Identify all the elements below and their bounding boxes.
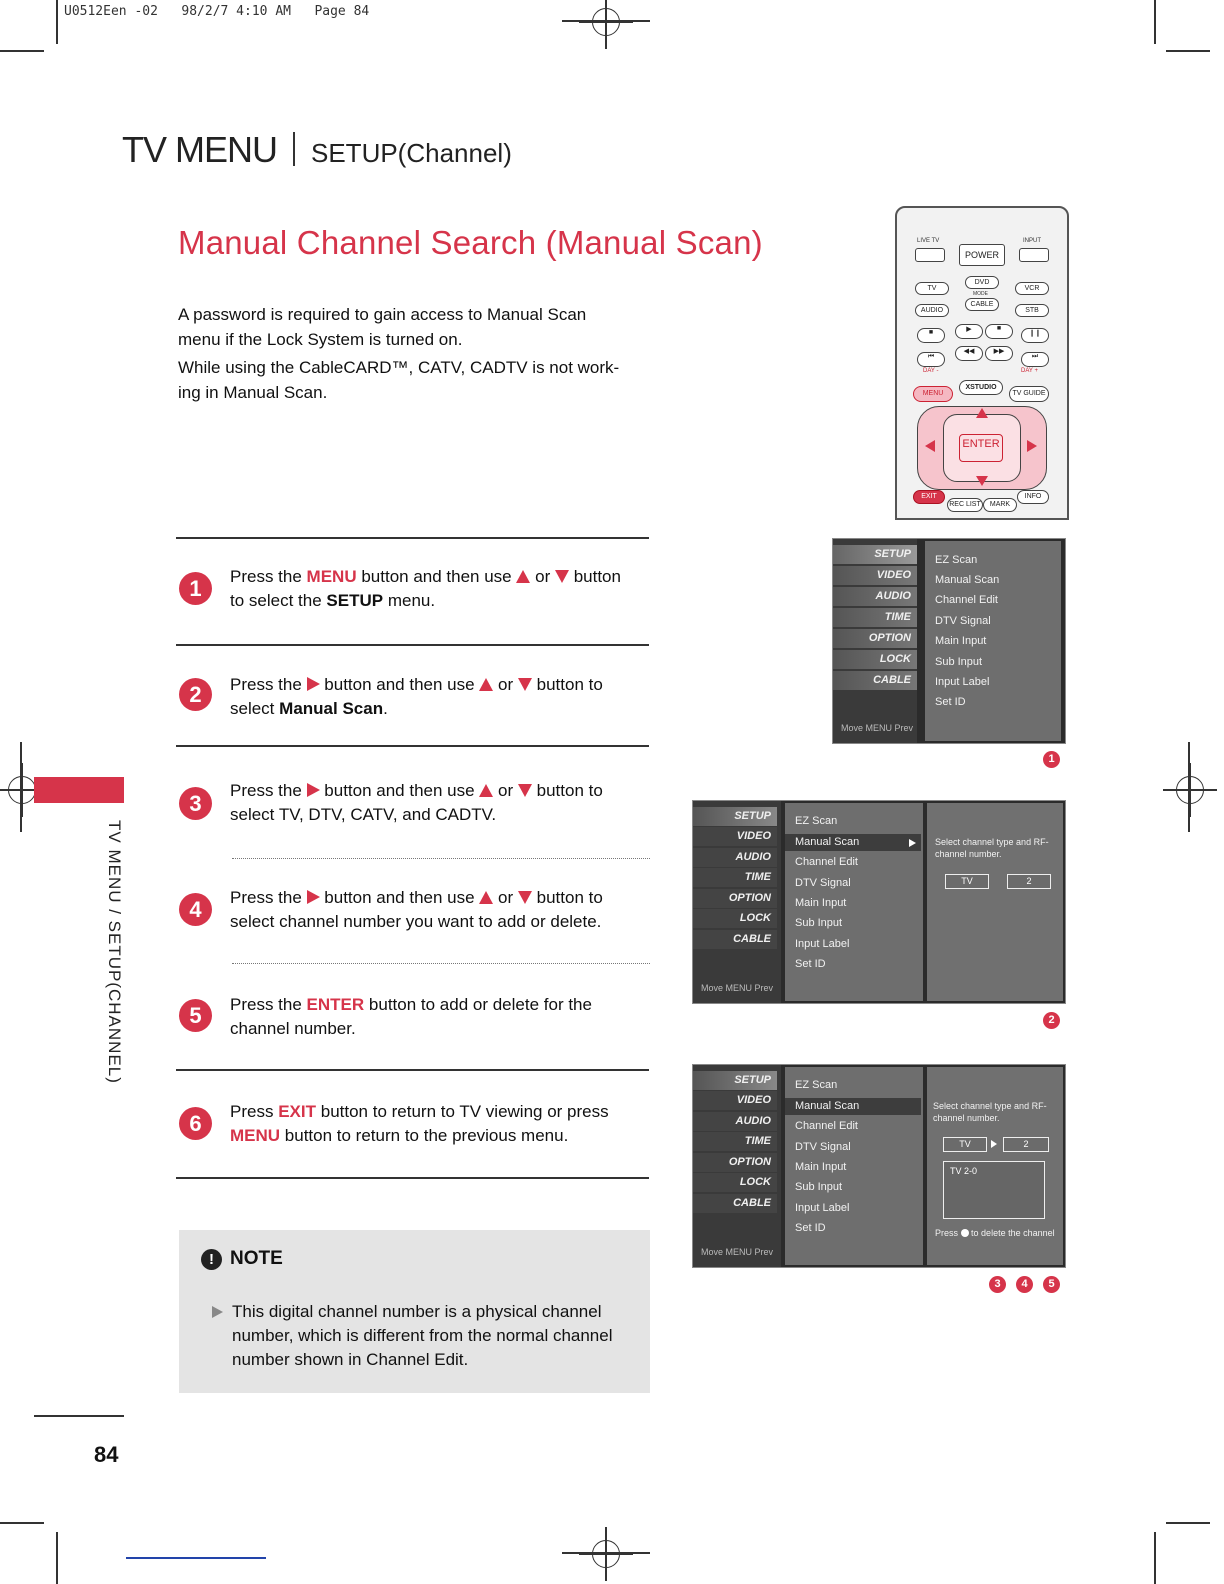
intro-line: A password is required to gain access to Manual Scan	[178, 305, 587, 324]
xstudio-button: XSTUDIO	[959, 380, 1003, 395]
scan-result-text: TV 2-0	[950, 1166, 978, 1176]
text: button and then use	[324, 675, 475, 694]
osd-item: Sub Input	[795, 917, 843, 929]
section-header	[122, 128, 512, 171]
osd-tab-setup: SETUP	[833, 545, 917, 564]
callout-number: 5	[1043, 1276, 1060, 1293]
step-5-text	[230, 993, 650, 1041]
tv-guide-button: TV GUIDE	[1009, 386, 1049, 402]
header-divider	[293, 132, 295, 166]
text: or	[498, 781, 514, 800]
menu-keyword: MENU	[306, 567, 357, 586]
bottom-link-line	[126, 1557, 266, 1559]
osd-menu-panel	[785, 1067, 923, 1265]
callout-number: 3	[989, 1276, 1006, 1293]
mark-button: MARK	[983, 498, 1017, 512]
step-6-text	[230, 1100, 650, 1148]
right-arrow-icon	[307, 783, 320, 797]
text: channel number.	[230, 1019, 356, 1038]
text: Press	[230, 1102, 274, 1121]
text: select TV, DTV, CATV, and CADTV.	[230, 805, 497, 824]
text: Press the	[230, 781, 302, 800]
side-tab-label: TV MENU / SETUP(CHANNEL)	[105, 820, 124, 1084]
step-number: 1	[179, 572, 212, 605]
text: button to	[536, 675, 603, 694]
note-line: This digital channel number is a physical channel	[232, 1302, 602, 1321]
crop-mark	[0, 50, 44, 52]
osd-item: EZ Scan	[795, 1079, 838, 1091]
osd-item: EZ Scan	[795, 815, 838, 827]
skip-forward-button: ⏭	[1021, 352, 1049, 367]
up-arrow-icon	[479, 784, 493, 797]
record-button: ■	[917, 328, 945, 343]
step-4-text	[230, 886, 650, 934]
page-title: Manual Channel Search (Manual Scan)	[178, 224, 763, 261]
channel-number-field: 2	[1003, 1137, 1049, 1152]
menu-button: MENU	[913, 386, 953, 402]
osd-screen-2	[692, 800, 1066, 1004]
osd-tab-column	[693, 1065, 781, 1267]
osd-tab-column	[833, 539, 917, 743]
divider	[176, 644, 649, 646]
osd-screen-1	[832, 538, 1066, 744]
note-heading	[201, 1248, 283, 1270]
up-arrow-icon	[516, 570, 530, 583]
menu-keyword: MENU	[230, 1126, 281, 1145]
fast-forward-button: ▶▶	[985, 346, 1013, 361]
crop-mark	[1154, 0, 1156, 44]
crop-mark	[1166, 50, 1210, 52]
osd-tab-setup: SETUP	[693, 807, 777, 826]
callout-number: 2	[1043, 1012, 1060, 1029]
osd-tab-video: VIDEO	[693, 827, 777, 846]
text: button to	[536, 781, 603, 800]
text: or	[498, 675, 514, 694]
enter-keyword: ENTER	[306, 995, 365, 1014]
print-header: U0512Een -02 98/2/7 4:10 AM Page 84	[64, 4, 370, 19]
rec-list-button: REC LIST	[947, 498, 983, 512]
osd-menu-panel	[785, 803, 923, 1001]
osd-item: Sub Input	[935, 656, 983, 668]
intro-line: menu if the Lock System is turned on.	[178, 330, 463, 349]
text: or	[535, 567, 551, 586]
osd-menu-panel	[925, 541, 1061, 741]
up-arrow-icon	[479, 678, 493, 691]
text: select channel number you want to add or delete.	[230, 912, 602, 931]
mode-label: MODE	[973, 291, 988, 297]
text: Press	[935, 1228, 959, 1238]
osd-item: DTV Signal	[795, 1141, 851, 1153]
note-line: number shown in Channel Edit.	[232, 1350, 469, 1369]
remote-input-label: INPUT	[1023, 238, 1041, 244]
crop-mark	[0, 1522, 44, 1524]
down-arrow-icon	[518, 678, 532, 691]
note-title: NOTE	[230, 1248, 283, 1269]
crop-mark	[1166, 1522, 1210, 1524]
osd-item: Set ID	[795, 958, 826, 970]
down-arrow-icon	[518, 891, 532, 904]
exclamation-icon: !	[201, 1249, 222, 1270]
power-button: POWER	[959, 244, 1005, 266]
dvd-mode-button: DVD	[965, 276, 999, 289]
intro-line: While using the CableCARD™, CATV, CADTV is not work-	[178, 358, 620, 377]
osd-tab-lock: LOCK	[693, 909, 777, 928]
crop-mark	[562, 1552, 650, 1554]
remote-live-tv-label: LIVE TV	[917, 238, 940, 244]
side-tab-marker	[34, 777, 124, 803]
osd-item: DTV Signal	[935, 615, 991, 627]
skip-back-button: ⏮	[917, 352, 945, 367]
crop-mark	[1154, 1532, 1156, 1584]
intro-paragraph	[178, 302, 658, 405]
text: to delete the channel	[971, 1228, 1055, 1238]
manual-scan-keyword: Manual Scan	[279, 699, 384, 718]
text: menu.	[387, 591, 436, 610]
input-button	[1019, 248, 1049, 262]
divider	[176, 537, 649, 539]
step-number: 6	[179, 1107, 212, 1140]
text: button and then use	[324, 888, 475, 907]
play-button: ▶	[955, 324, 983, 339]
osd-footer: Move MENU Prev	[701, 1247, 774, 1257]
osd-item: Manual Scan	[795, 836, 860, 848]
registration-mark	[8, 776, 36, 804]
osd-tab-audio: AUDIO	[833, 587, 917, 606]
rewind-button: ◀◀	[955, 346, 983, 361]
dpad-right-icon	[1027, 440, 1037, 452]
delete-hint	[935, 1227, 1055, 1239]
note-box	[179, 1230, 650, 1393]
text: button	[573, 567, 621, 586]
osd-item: Set ID	[795, 1222, 826, 1234]
section-title: TV MENU	[122, 129, 277, 170]
step-number: 3	[179, 787, 212, 820]
right-arrow-icon	[307, 890, 320, 904]
page-rule	[34, 1415, 124, 1417]
crop-mark	[1188, 742, 1190, 832]
dpad-left-icon	[925, 440, 935, 452]
channel-type-field: TV	[945, 874, 989, 889]
osd-item: Sub Input	[795, 1181, 843, 1193]
dpad-down-icon	[976, 476, 988, 486]
registration-mark	[592, 8, 620, 36]
enter-circle-icon	[961, 1229, 969, 1237]
up-arrow-icon	[479, 891, 493, 904]
text: .	[383, 699, 388, 718]
text: or	[498, 888, 514, 907]
osd-item: Manual Scan	[795, 1100, 860, 1112]
osd-tab-lock: LOCK	[693, 1173, 777, 1192]
divider	[176, 1177, 649, 1179]
step-1-text	[230, 565, 650, 613]
crop-mark	[56, 0, 58, 44]
crop-mark	[562, 20, 650, 22]
divider	[176, 1069, 649, 1071]
down-arrow-icon	[555, 570, 569, 583]
callout-number: 4	[1016, 1276, 1033, 1293]
field-arrow-icon	[991, 1140, 997, 1148]
osd-item: Channel Edit	[935, 594, 998, 606]
osd-item: Main Input	[795, 897, 847, 909]
step-number: 5	[179, 999, 212, 1032]
text: select	[230, 699, 275, 718]
enter-button: ENTER	[959, 434, 1003, 462]
down-arrow-icon	[518, 784, 532, 797]
info-button: INFO	[1017, 490, 1049, 504]
osd-item: Main Input	[795, 1161, 847, 1173]
setup-keyword: SETUP	[326, 591, 384, 610]
text: Press the	[230, 567, 302, 586]
osd-tab-audio: AUDIO	[693, 848, 777, 867]
stop-button: ■	[985, 324, 1013, 339]
text: Press the	[230, 995, 302, 1014]
osd-tab-column	[693, 801, 781, 1003]
osd-item: Set ID	[935, 696, 966, 708]
note-body	[232, 1300, 613, 1372]
osd-item: Input Label	[935, 676, 990, 688]
divider	[176, 745, 649, 747]
page-number: 84	[94, 1442, 119, 1467]
osd-tab-time: TIME	[693, 868, 777, 887]
osd-screen-3	[692, 1064, 1066, 1268]
osd-tab-video: VIDEO	[693, 1091, 777, 1110]
tv-mode-button: TV	[915, 282, 949, 295]
text: button and then use	[324, 781, 475, 800]
callout-number: 1	[1043, 751, 1060, 768]
dpad-up-icon	[976, 408, 988, 418]
osd-tab-time: TIME	[693, 1132, 777, 1151]
osd-tab-cable: CABLE	[693, 930, 777, 949]
osd-item: Channel Edit	[795, 1120, 858, 1132]
day-minus-label: DAY -	[923, 368, 939, 374]
day-plus-label: DAY +	[1021, 368, 1038, 374]
note-line: number, which is different from the normal channel	[232, 1326, 613, 1345]
osd-item: EZ Scan	[935, 554, 978, 566]
osd-item: Main Input	[935, 635, 987, 647]
osd-hint: Select channel type and RF-channel number.	[933, 1101, 1047, 1123]
osd-item: DTV Signal	[795, 877, 851, 889]
osd-tab-option: OPTION	[693, 889, 777, 908]
osd-footer: Move MENU Prev	[841, 723, 914, 733]
step-3-text	[230, 779, 650, 827]
crop-mark	[20, 742, 22, 832]
text: Press the	[230, 888, 302, 907]
osd-tab-option: OPTION	[833, 629, 917, 648]
submenu-arrow-icon	[909, 839, 916, 847]
osd-item: Input Label	[795, 938, 850, 950]
note-bullet-icon	[212, 1306, 223, 1318]
stb-mode-button: STB	[1015, 304, 1049, 317]
exit-keyword: EXIT	[278, 1102, 316, 1121]
text: button to	[536, 888, 603, 907]
channel-number-field: 2	[1007, 874, 1051, 889]
osd-item: Channel Edit	[795, 856, 858, 868]
osd-tab-time: TIME	[833, 608, 917, 627]
step-number: 2	[179, 678, 212, 711]
intro-line: ing in Manual Scan.	[178, 383, 328, 402]
text: Press the	[230, 675, 302, 694]
scan-result-box	[943, 1161, 1045, 1219]
crop-mark	[56, 1532, 58, 1584]
vcr-mode-button: VCR	[1015, 282, 1049, 295]
exit-button: EXIT	[913, 490, 945, 504]
osd-tab-cable: CABLE	[833, 671, 917, 690]
text: button to return to TV viewing or press	[320, 1102, 609, 1121]
dotted-divider	[232, 858, 650, 859]
remote-control-illustration	[895, 206, 1069, 520]
osd-item: Input Label	[795, 1202, 850, 1214]
osd-tab-lock: LOCK	[833, 650, 917, 669]
text: button to add or delete for the	[368, 995, 592, 1014]
osd-tab-cable: CABLE	[693, 1194, 777, 1213]
osd-tab-setup: SETUP	[693, 1071, 777, 1090]
cable-mode-button: CABLE	[965, 298, 999, 311]
osd-tab-option: OPTION	[693, 1153, 777, 1172]
osd-footer: Move MENU Prev	[701, 983, 774, 993]
registration-mark	[592, 1540, 620, 1568]
pause-button: ❙❙	[1021, 328, 1049, 343]
osd-detail-panel	[927, 1067, 1063, 1265]
dotted-divider	[232, 963, 650, 964]
channel-type-field: TV	[943, 1137, 987, 1152]
osd-tab-video: VIDEO	[833, 566, 917, 585]
audio-mode-button: AUDIO	[915, 304, 949, 317]
osd-hint: Select channel type and RF-channel number.	[935, 837, 1049, 859]
text: button and then use	[361, 567, 512, 586]
text: button to return to the previous menu.	[284, 1126, 569, 1145]
step-2-text	[230, 673, 650, 721]
osd-item: Manual Scan	[935, 574, 1000, 586]
section-subtitle: SETUP(Channel)	[311, 138, 512, 168]
live-tv-button	[915, 248, 945, 262]
text: to select the	[230, 591, 322, 610]
registration-mark	[1176, 776, 1204, 804]
osd-detail-panel	[927, 803, 1063, 1001]
right-arrow-icon	[307, 677, 320, 691]
step-number: 4	[179, 893, 212, 926]
osd-tab-audio: AUDIO	[693, 1112, 777, 1131]
